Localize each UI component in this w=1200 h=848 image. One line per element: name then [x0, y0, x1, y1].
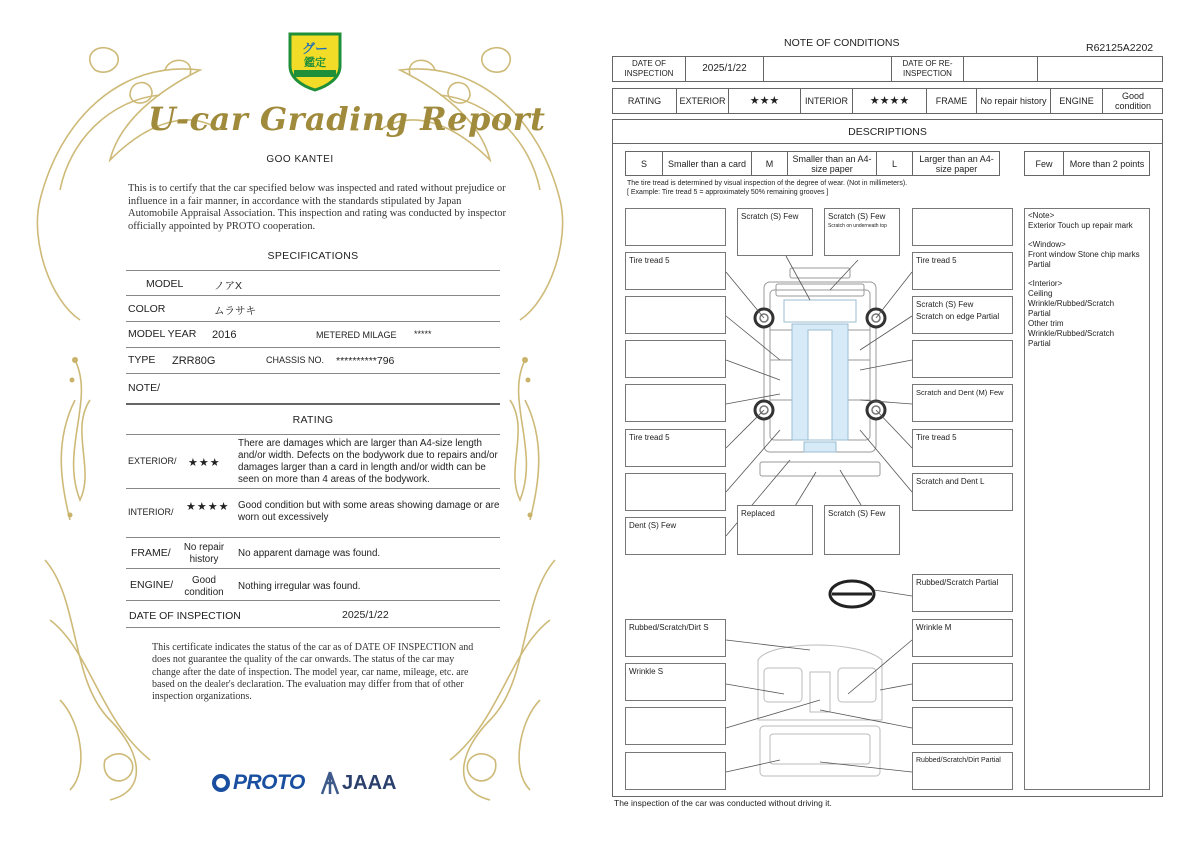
exterior-stars: ★★★ [728, 89, 800, 113]
note-text: Exterior Touch up repair mark [1028, 221, 1133, 230]
report-subtitle: GOO KANTEI [266, 154, 334, 165]
legend-text-few: More than 2 points [1063, 152, 1150, 175]
interior-heading: <Interior> [1028, 279, 1063, 288]
divider [126, 403, 500, 405]
divider [126, 270, 500, 271]
label-box [912, 663, 1013, 701]
jaaa-mark-icon [320, 771, 340, 795]
tire-tread-front-left: Tire tread 5 [629, 256, 670, 265]
badge-main-text: 鑑定 [304, 57, 326, 69]
legend-code-few: Few [1035, 158, 1053, 169]
label-box [625, 296, 726, 334]
dent-label: Dent (S) Few [629, 521, 677, 530]
scratch-top-left: Scratch (S) Few [741, 212, 799, 221]
interior-wrinkle-s: Wrinkle S [629, 667, 664, 676]
interior-stars: ★★★★ [852, 89, 926, 113]
replaced-label: Replaced [741, 509, 775, 518]
scratch-edge-right: Scratch on edge Partial [916, 312, 1000, 321]
interior-line: Wrinkle/Rubbed/Scratch [1028, 299, 1115, 308]
label-box [912, 752, 1013, 790]
type-value: ZRR80G [172, 355, 216, 367]
metered-milage-value: ***** [414, 329, 432, 339]
divider [126, 321, 500, 322]
scratch-right: Scratch (S) Few [916, 300, 974, 309]
goo-kantei-badge [286, 30, 344, 92]
rating-heading: RATING [292, 414, 334, 426]
scratch-bottom: Scratch (S) Few [828, 509, 886, 518]
exterior-label: EXTERIOR/ [128, 456, 177, 466]
tire-tread-front-right: Tire tread 5 [916, 256, 957, 265]
legend-text-s: Smaller than a card [662, 152, 751, 175]
metered-milage-label: METERED MILAGE [316, 330, 397, 340]
divider [126, 347, 500, 348]
interior-dirt-s: Rubbed/Scratch/Dirt S [629, 623, 709, 632]
label-box [625, 663, 726, 701]
label-box [625, 707, 726, 745]
window-heading: <Window> [1028, 240, 1066, 249]
inspection-footnote: The inspection of the car was conducted without driving it. [614, 798, 832, 808]
legend-code-l: L [876, 152, 912, 175]
divider [612, 143, 1163, 144]
label-box [912, 384, 1013, 422]
note-heading: <Note> [1028, 211, 1055, 220]
label-box [625, 619, 726, 657]
date-reinspection-label: DATE OF RE-INSPECTION [891, 57, 963, 81]
label-box [824, 505, 900, 555]
date-row [612, 56, 1163, 82]
label-box [912, 707, 1013, 745]
label-box [625, 252, 726, 290]
label-box [912, 296, 1013, 334]
type-label: TYPE [128, 354, 156, 366]
engine-label: ENGINE [1050, 89, 1102, 113]
badge-top-text: グー [301, 41, 328, 56]
frame-value: No repair history [183, 542, 225, 565]
frame-description: No apparent damage was found. [238, 548, 381, 559]
interior-label: INTERIOR [800, 89, 852, 113]
exterior-description: There are damages which are larger than A4-size length and/or width. Defects on the bodywork due to repairs and/or damages larger than a card in length and/or width can be seen on more than 4 areas of the bodywork. [238, 438, 498, 485]
interior-wrinkle-m: Wrinkle M [916, 623, 952, 632]
label-box [625, 429, 726, 467]
legend-text-m: Smaller than an A4-size paper [787, 152, 876, 175]
label-box [625, 517, 726, 555]
engine-value: Good condition [1102, 89, 1163, 113]
scratch-top-right-sub: Scratch on underneath top [828, 223, 887, 229]
label-box [912, 574, 1013, 612]
reinspection-value-cell [963, 57, 1037, 81]
interior-line: Partial [1028, 339, 1051, 348]
label-box [824, 208, 900, 256]
interior-description: Good condition but with some areas showing damage or are worn out excessively [238, 500, 500, 523]
engine-label: ENGINE/ [130, 579, 174, 591]
steering-condition: Rubbed/Scratch Partial [916, 578, 999, 587]
label-box [625, 340, 726, 378]
interior-dirt-partial: Rubbed/Scratch/Dirt Partial [916, 757, 1001, 764]
note-label: NOTE/ [128, 382, 161, 394]
divider [126, 488, 500, 489]
divider [126, 434, 500, 435]
legend-text-l: Larger than an A4-size paper [912, 152, 1000, 175]
divider [126, 600, 500, 601]
divider [126, 568, 500, 569]
label-box [625, 384, 726, 422]
certificate-footer-text: This certificate indicates the status of the car as of DATE OF INSPECTION and does not guarantee the quality of the car onwards. The status of the car may change after the date of inspection. The model year, car name, mileage, etc. are based on the dealer's declaration. The evaluation may differ from that of other inspection organizations. [152, 642, 474, 703]
label-box [912, 619, 1013, 657]
label-box [912, 208, 1013, 246]
label-box [912, 252, 1013, 290]
date-inspection-value: 2025/1/22 [685, 57, 763, 81]
divider [126, 373, 500, 374]
size-legend [625, 151, 1000, 176]
interior-line: Wrinkle/Rubbed/Scratch [1028, 329, 1115, 338]
proto-logo [212, 770, 305, 796]
label-box [912, 429, 1013, 467]
rating-row [612, 88, 1163, 114]
engine-value: Good condition [184, 575, 224, 598]
label-box [912, 340, 1013, 378]
interior-label: INTERIOR/ [128, 507, 174, 517]
proto-mark-icon [212, 774, 230, 792]
divider [126, 627, 500, 628]
date-of-inspection-value: 2025/1/22 [342, 609, 389, 621]
exterior-label: EXTERIOR [676, 89, 728, 113]
descriptions-heading: DESCRIPTIONS [848, 126, 927, 138]
tire-tread-rear-left: Tire tread 5 [629, 433, 670, 442]
tire-example: [ Example: Tire tread 5 = approximately 50% remaining grooves ] [627, 189, 829, 196]
date-of-inspection-label: DATE OF INSPECTION [129, 610, 241, 622]
label-box [625, 208, 726, 246]
rating-label: RATING [627, 96, 662, 106]
scratch-dent-l: Scratch and Dent L [916, 477, 985, 486]
chassis-value: **********796 [336, 355, 395, 367]
tire-tread-rear-right: Tire tread 5 [916, 433, 957, 442]
color-value: ムラサキ [214, 305, 256, 317]
interior-line: Ceiling [1028, 289, 1053, 298]
frame-label: FRAME/ [131, 547, 171, 559]
model-label: MODEL [146, 278, 184, 290]
model-value: ノアX [214, 280, 243, 292]
conditions-title: NOTE OF CONDITIONS [784, 37, 900, 49]
frame-value: No repair history [976, 89, 1050, 113]
jaaa-logo-text: JAAA [342, 771, 397, 794]
specifications-heading: SPECIFICATIONS [267, 250, 359, 262]
label-box [737, 208, 813, 256]
few-legend [1024, 151, 1150, 176]
interior-line: Other trim [1028, 319, 1064, 328]
report-title: U-car Grading Report [148, 100, 546, 138]
certify-paragraph: This is to certify that the car specified below was inspected and rated without prejudice or influence in a fair manner, in accordance with the standards stipulated by Japan Automobile Appraisal Association. This inspection and rating was conducted by inspector officially appointed by PROTO cooperation. [128, 183, 507, 232]
legend-code-m: M [751, 152, 787, 175]
divider [126, 537, 500, 538]
label-box [737, 505, 813, 555]
model-year-value: 2016 [212, 329, 237, 341]
date-inspection-label: DATE OF INSPECTION [624, 59, 674, 78]
window-text: Front window Stone chip marks Partial [1028, 250, 1140, 269]
label-box [912, 473, 1013, 511]
interior-line: Partial [1028, 309, 1051, 318]
proto-logo-text: PROTO [233, 771, 305, 794]
tire-note: The tire tread is determined by visual inspection of the degree of wear. (Not in millimeters). [627, 180, 908, 187]
chassis-label: CHASSIS NO. [266, 355, 325, 365]
scratch-dent-m: Scratch and Dent (M) Few [916, 388, 1004, 397]
label-box [625, 473, 726, 511]
scratch-top-right: Scratch (S) Few [828, 212, 886, 221]
empty-cell [763, 57, 901, 81]
legend-code-s: S [640, 158, 647, 169]
notes-panel [1024, 208, 1150, 790]
model-year-label: MODEL YEAR [128, 328, 197, 340]
color-label: COLOR [128, 303, 166, 315]
engine-description: Nothing irregular was found. [238, 581, 361, 592]
interior-stars: ★★★★ [186, 501, 230, 513]
jaaa-logo [320, 770, 396, 796]
frame-label: FRAME [926, 89, 976, 113]
empty-cell [1037, 57, 1163, 81]
reference-number: R62125A2202 [1086, 42, 1154, 54]
divider [126, 295, 500, 296]
exterior-stars: ★★★ [188, 457, 221, 469]
label-box [625, 752, 726, 790]
